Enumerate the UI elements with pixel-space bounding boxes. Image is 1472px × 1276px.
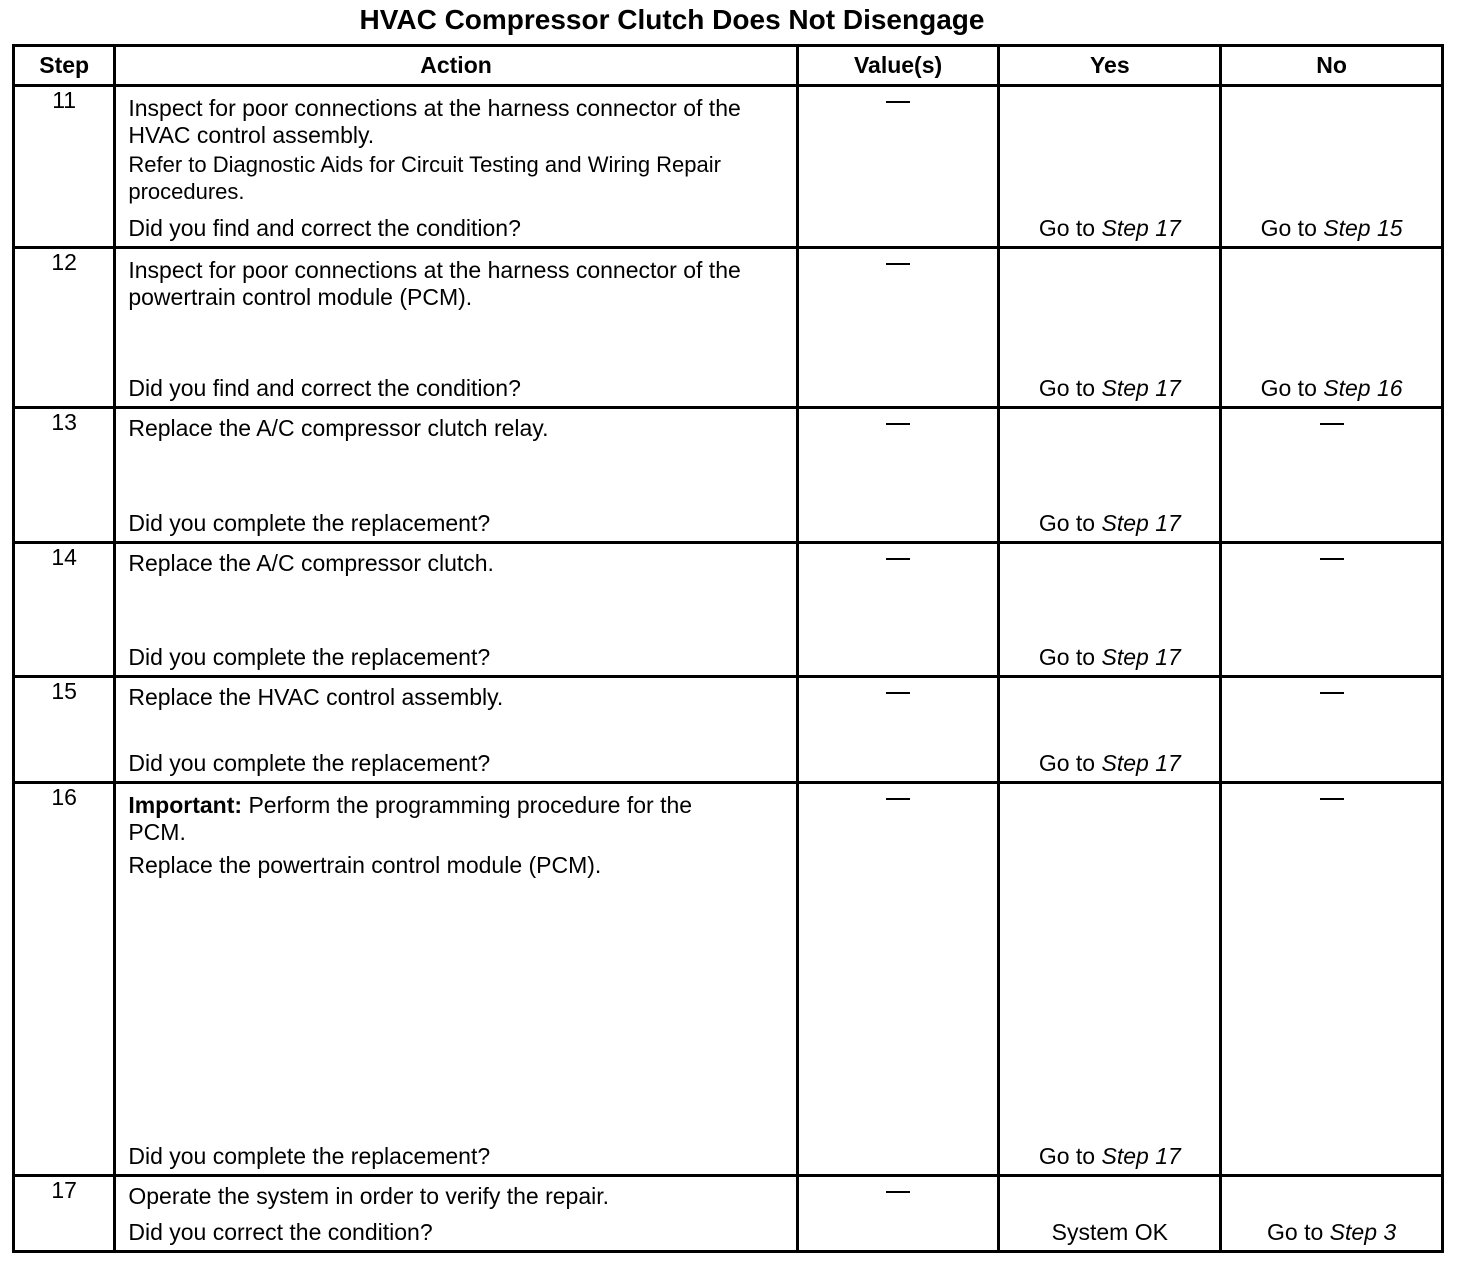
action-cell	[115, 408, 797, 543]
no-cell	[1221, 248, 1443, 408]
no-cell	[1221, 408, 1443, 543]
action-text: Replace the powertrain control module (PCM).	[128, 852, 602, 878]
table-row	[14, 783, 1443, 1176]
value-cell	[797, 86, 999, 248]
table-row	[14, 408, 1443, 543]
yes-cell	[999, 677, 1221, 783]
table-header-row	[14, 46, 1443, 86]
value-cell	[797, 677, 999, 783]
em-dash	[886, 423, 910, 425]
em-dash	[886, 798, 910, 800]
step-number: 11	[14, 86, 115, 248]
action-text: Inspect for poor connections at the harness connector of the powertrain control module (PCM).	[128, 257, 741, 310]
step-number: 12	[14, 248, 115, 408]
table-row	[14, 677, 1443, 783]
no-cell	[1221, 783, 1443, 1176]
important-label: Important:	[128, 792, 243, 818]
step-number: 14	[14, 543, 115, 677]
table-row	[14, 86, 1443, 248]
action-question: Did you complete the replacement?	[128, 644, 491, 670]
no-result: Go to Step 15	[1260, 215, 1403, 241]
page-title: HVAC Compressor Clutch Does Not Disengage	[359, 4, 985, 35]
action-text: Replace the HVAC control assembly.	[128, 684, 504, 710]
em-dash	[1320, 558, 1344, 560]
value-cell	[797, 543, 999, 677]
action-cell	[115, 677, 797, 783]
no-result: Go to Step 16	[1260, 375, 1403, 401]
action-question: Did you correct the condition?	[128, 1219, 433, 1245]
header-yes: Yes	[999, 46, 1221, 86]
em-dash	[1320, 423, 1344, 425]
step-number: 16	[14, 783, 115, 1176]
header-step: Step	[14, 46, 115, 86]
yes-cell	[999, 543, 1221, 677]
em-dash	[886, 558, 910, 560]
yes-result: Go to Step 17	[1038, 215, 1181, 241]
yes-result: Go to Step 17	[1038, 644, 1181, 670]
important-note	[128, 792, 718, 846]
yes-cell	[999, 86, 1221, 248]
em-dash	[886, 1191, 910, 1193]
action-question: Did you complete the replacement?	[128, 750, 491, 776]
important-text: Perform the programming procedure for the PCM.	[128, 792, 693, 845]
yes-result: Go to Step 17	[1038, 750, 1181, 776]
action-cell	[115, 1176, 797, 1252]
action-text: Refer to Diagnostic Aids for Circuit Testing and Wiring Repair procedures.	[128, 152, 721, 204]
em-dash	[1320, 798, 1344, 800]
diagnostic-table	[12, 44, 1444, 1253]
no-cell	[1221, 1176, 1443, 1252]
action-question: Did you find and correct the condition?	[128, 215, 521, 241]
em-dash	[1320, 692, 1344, 694]
step-number: 15	[14, 677, 115, 783]
no-result: Go to Step 3	[1267, 1219, 1397, 1245]
yes-result: System OK	[1051, 1219, 1168, 1245]
action-cell	[115, 86, 797, 248]
em-dash	[886, 263, 910, 265]
value-cell	[797, 783, 999, 1176]
table-row	[14, 1176, 1443, 1252]
step-number: 17	[14, 1176, 115, 1252]
action-cell	[115, 543, 797, 677]
yes-cell	[999, 783, 1221, 1176]
no-cell	[1221, 86, 1443, 248]
yes-cell	[999, 408, 1221, 543]
action-question: Did you find and correct the condition?	[128, 375, 521, 401]
value-cell	[797, 408, 999, 543]
yes-cell	[999, 248, 1221, 408]
action-question: Did you complete the replacement?	[128, 510, 491, 536]
no-cell	[1221, 677, 1443, 783]
action-text: Operate the system in order to verify the repair.	[128, 1183, 610, 1209]
action-question: Did you complete the replacement?	[128, 1143, 491, 1169]
yes-result: Go to Step 17	[1038, 375, 1181, 401]
action-text: Inspect for poor connections at the harness connector of the HVAC control assembly.	[128, 95, 741, 148]
action-text: Replace the A/C compressor clutch relay.	[128, 415, 549, 441]
header-values: Value(s)	[797, 46, 999, 86]
action-text: Replace the A/C compressor clutch.	[128, 550, 494, 576]
yes-cell	[999, 1176, 1221, 1252]
yes-result: Go to Step 17	[1038, 510, 1181, 536]
table-row	[14, 543, 1443, 677]
action-cell	[115, 248, 797, 408]
em-dash	[886, 692, 910, 694]
em-dash	[886, 101, 910, 103]
yes-result: Go to Step 17	[1038, 1143, 1181, 1169]
value-cell	[797, 248, 999, 408]
action-cell	[115, 783, 797, 1176]
header-action: Action	[115, 46, 797, 86]
no-cell	[1221, 543, 1443, 677]
value-cell	[797, 1176, 999, 1252]
header-no: No	[1221, 46, 1443, 86]
step-number: 13	[14, 408, 115, 543]
table-row	[14, 248, 1443, 408]
